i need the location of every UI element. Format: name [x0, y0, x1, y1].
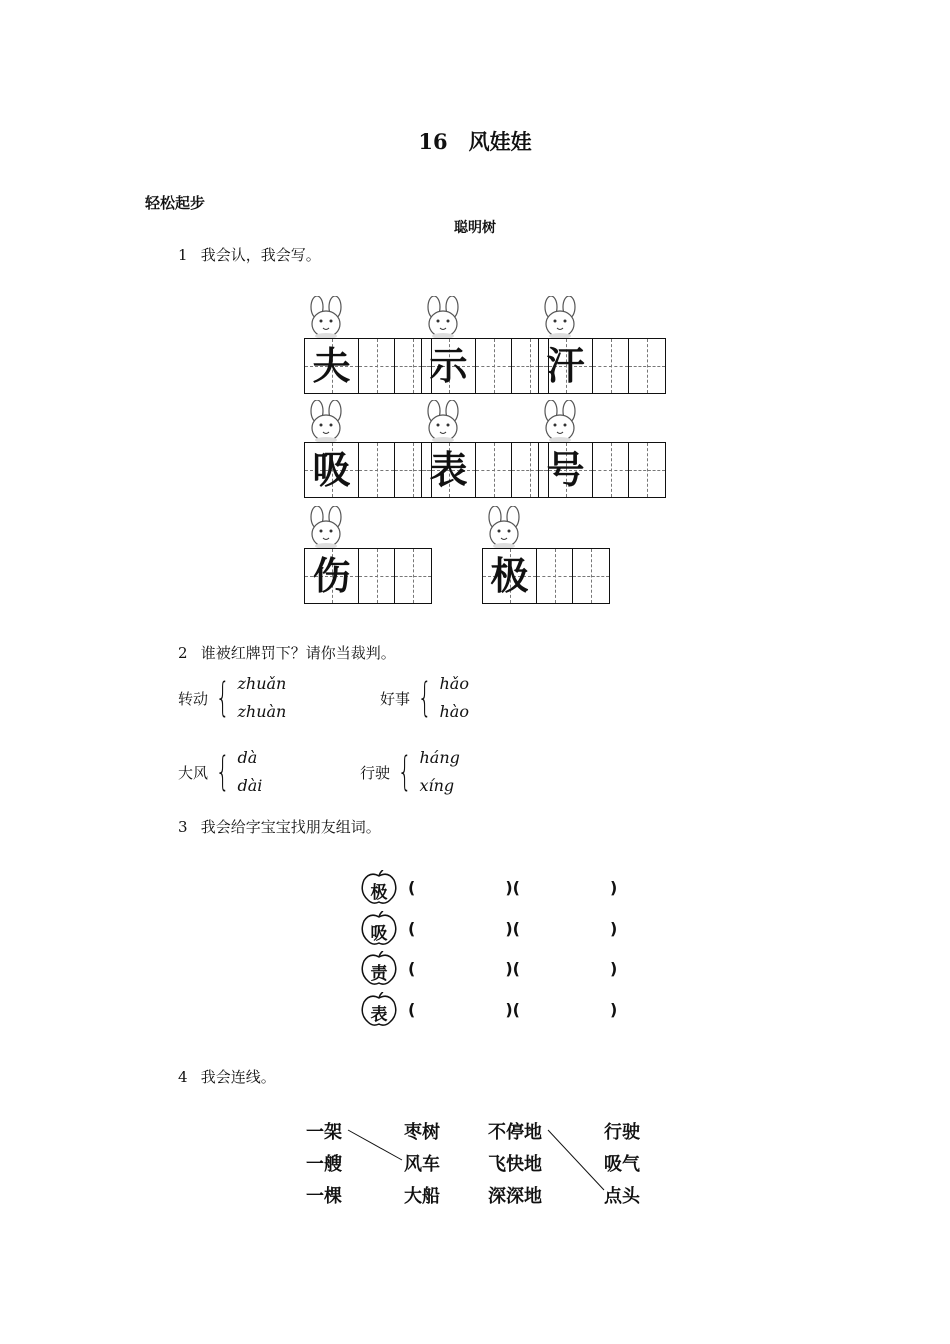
- match-item[interactable]: 行驶: [604, 1122, 640, 1143]
- choice-word: 好事: [380, 689, 411, 708]
- grid-character: 示: [429, 343, 468, 388]
- match-item[interactable]: 一架: [306, 1122, 342, 1143]
- choice-word: 转动: [178, 689, 209, 708]
- question-number: 1: [178, 246, 188, 264]
- word-building-row: 表 ( )( ): [360, 992, 617, 1026]
- word-building-row: 责 ( )( ): [360, 951, 617, 985]
- choice-word: 大风: [178, 763, 209, 782]
- question-text: 我会连线。: [200, 1068, 276, 1086]
- section-heading: 轻松起步: [145, 194, 206, 212]
- choice-word: 行驶: [360, 763, 391, 782]
- question-text: 我会认，我会写。: [200, 246, 321, 264]
- grid-character: 号: [546, 447, 585, 492]
- pinyin-option[interactable]: zhuàn: [237, 702, 287, 721]
- match-item[interactable]: 不停地: [488, 1122, 542, 1143]
- pinyin-option[interactable]: hǎo: [439, 674, 469, 693]
- brace-icon: {: [215, 749, 230, 795]
- pinyin-option[interactable]: xíng: [419, 776, 455, 795]
- pinyin-option[interactable]: dà: [237, 748, 258, 767]
- question-text: 谁被红牌罚下？请你当裁判。: [200, 644, 396, 662]
- match-item[interactable]: 吸气: [604, 1154, 640, 1175]
- match-item[interactable]: 深深地: [488, 1186, 542, 1207]
- page-title: 16 风娃娃: [418, 129, 532, 154]
- pinyin-option[interactable]: háng: [419, 748, 460, 767]
- question-number: 2: [178, 644, 188, 662]
- pinyin-option[interactable]: hào: [439, 702, 469, 721]
- grid-character: 伤: [312, 553, 351, 598]
- match-line: [348, 1130, 402, 1160]
- apple-character: 责: [370, 964, 388, 984]
- word-building-row: 极 ( )( ): [360, 870, 617, 904]
- apple-character: 吸: [370, 924, 388, 944]
- match-item[interactable]: 风车: [404, 1154, 440, 1175]
- match-item[interactable]: 大船: [404, 1186, 440, 1207]
- match-item[interactable]: 枣树: [404, 1122, 440, 1143]
- match-item[interactable]: 点头: [604, 1186, 640, 1207]
- apple-character: 表: [370, 1005, 388, 1025]
- match-item[interactable]: 一艘: [306, 1154, 342, 1175]
- question-number: 3: [178, 818, 188, 836]
- question-text: 我会给字宝宝找朋友组词。: [200, 818, 381, 836]
- match-item[interactable]: 一棵: [306, 1186, 342, 1207]
- brace-icon: {: [215, 675, 230, 721]
- brace-icon: {: [417, 675, 432, 721]
- grid-character: 极: [490, 553, 529, 598]
- grid-character: 吸: [312, 447, 351, 492]
- subsection-heading: 聪明树: [454, 220, 496, 236]
- grid-character: 夫: [312, 343, 351, 388]
- word-building-row: 吸 ( )( ): [360, 911, 617, 945]
- pinyin-option[interactable]: dài: [237, 776, 263, 795]
- match-item[interactable]: 飞快地: [488, 1154, 542, 1175]
- apple-character: 极: [370, 883, 388, 903]
- match-line: [548, 1130, 604, 1190]
- grid-character: 表: [429, 447, 468, 492]
- brace-icon: {: [397, 749, 412, 795]
- grid-character: 汗: [546, 343, 585, 388]
- pinyin-option[interactable]: zhuǎn: [237, 674, 287, 693]
- question-number: 4: [178, 1068, 188, 1086]
